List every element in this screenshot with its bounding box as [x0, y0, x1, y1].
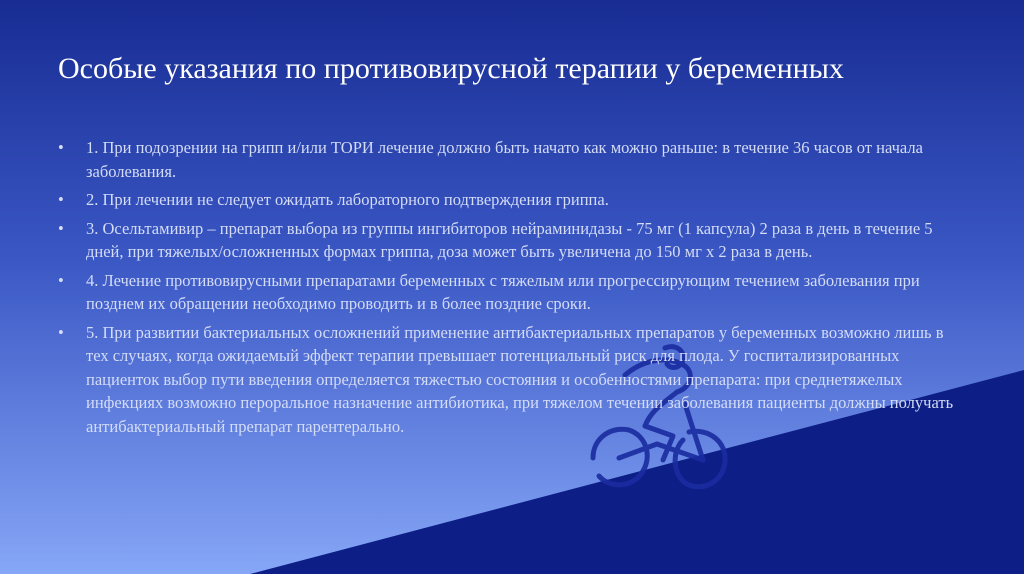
bullet-text: 5. При развитии бактериальных осложнений применение антибактериальных препаратов у беременных возможно лишь в тех случаях, когда ожидаемый эффект терапии превышает потенциальный риск для плода. У госпитализированных пациенток выбор пути введения определяется тяжестью состояния и особенностями препарата: при среднетяжелых инфекциях возможно пероральное назначение антибиотика, при тяжелом течении заболевания пациенты должны получать антибактериальный препарат парентерально. [86, 322, 954, 436]
list-item [58, 269, 968, 316]
bullet-text: 2. При лечении не следует ожидать лабораторного подтверждения гриппа. [86, 190, 609, 209]
bullet-marker: • [58, 190, 64, 209]
bullet-marker: • [58, 218, 64, 238]
bullet-marker: • [58, 138, 64, 157]
list-item [58, 136, 968, 183]
bullet-marker: • [58, 322, 64, 342]
list-item [58, 188, 968, 212]
list-item [58, 321, 968, 439]
bullet-list [58, 136, 968, 443]
bullet-marker: • [58, 270, 64, 290]
bullet-text: 3. Осельтамивир – препарат выбора из группы ингибиторов нейраминидазы - 75 мг (1 капсула) 2 раза в день в течение 5 дней, при тяжелых/осложненных формах гриппа, доза может быть увеличена до 150 мг х 2 раза в день. [86, 218, 933, 261]
bullet-text: 4. Лечение противовирусными препаратами беременных с тяжелым или прогрессирующим течением заболевания при позднем их обращении необходимо проводить и в более поздние сроки. [86, 270, 920, 313]
slide-title: Особые указания по противовирусной терапии у беременных [58, 52, 844, 85]
bullet-text: 1. При подозрении на грипп и/или ТОРИ лечение должно быть начато как можно раньше: в течение 36 часов от начала заболевания. [86, 138, 923, 181]
list-item [58, 217, 968, 264]
